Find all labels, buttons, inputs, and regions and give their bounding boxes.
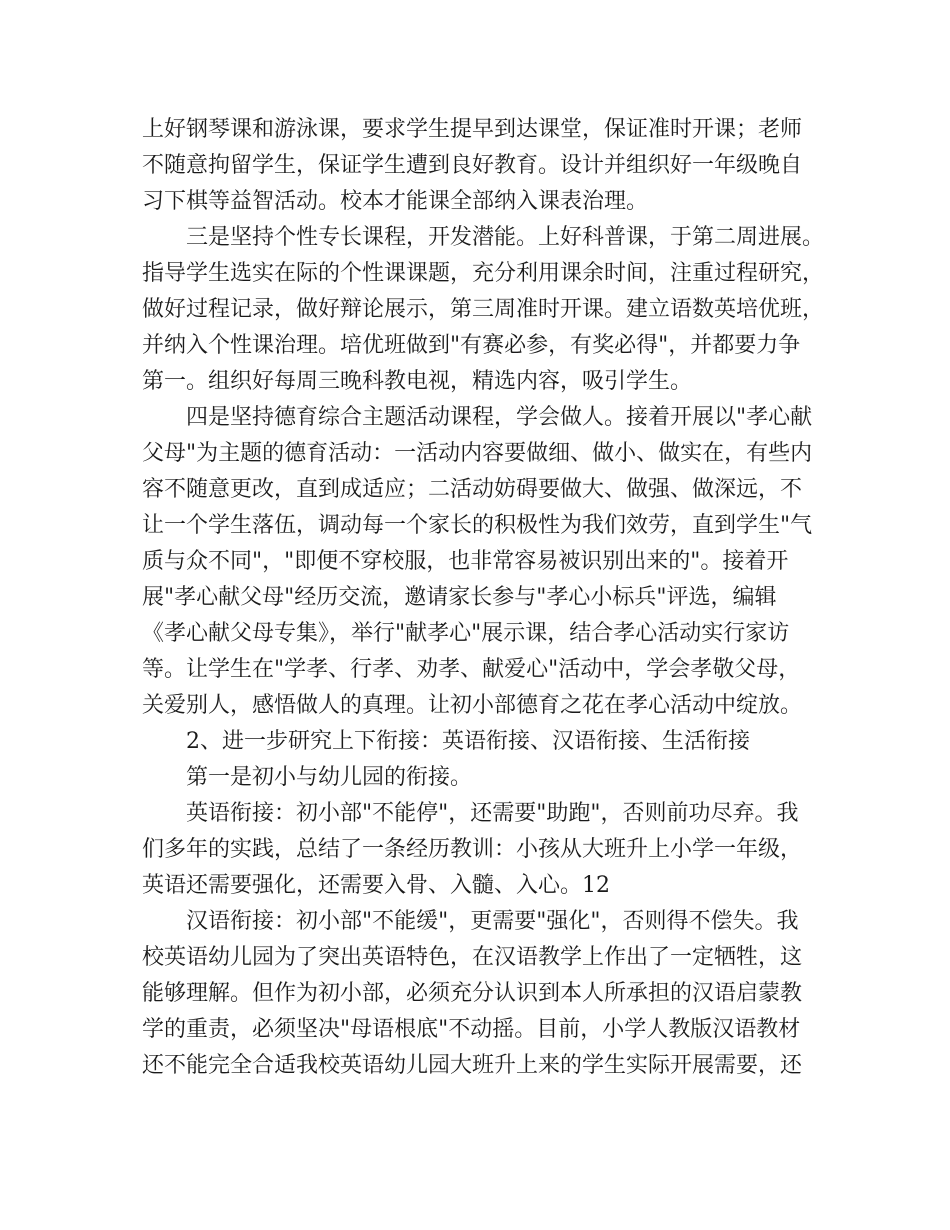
text-line: 做好过程记录，做好辩论展示，第三周准时开课。建立语数英培优班，: [142, 297, 825, 322]
paragraph-start-line: 英语衔接：初小部"不能停"，还需要"助跑"，否则前功尽弃。我: [186, 801, 799, 826]
paragraph-start-line: 汉语衔接：初小部"不能缓"，更需要"强化"，否则得不偿失。我: [186, 909, 799, 934]
text-line: 并纳入个性课治理。培优班做到"有赛必参，有奖必得"，并都要力争: [142, 333, 801, 358]
text-line: 第一。组织好每周三晚科教电视，精选内容，吸引学生。: [142, 369, 693, 394]
text-line: 校英语幼儿园为了突出英语特色，在汉语教学上作出了一定牺牲，这: [142, 945, 803, 970]
text-line: 能够理解。但作为初小部，必须充分认识到本人所承担的汉语启蒙教: [142, 981, 803, 1006]
text-line: 展"孝心献父母"经历交流，邀请家长参与"孝心小标兵"评选，编辑: [142, 585, 777, 610]
text-line: 父母"为主题的德育活动：一活动内容要做细、做小、做实在，有些内: [142, 441, 813, 466]
text-line: 学的重责，必须坚决"母语根底"不动摇。目前，小学人教版汉语教材: [142, 1017, 801, 1042]
text-line: 还不能完全合适我校英语幼儿园大班升上来的学生实际开展需要，还: [142, 1053, 803, 1078]
text-line: 指导学生选实在际的个性课课题，充分利用课余时间，注重过程研究，: [142, 261, 825, 286]
paragraph-start-line: 第一是初小与幼儿园的衔接。: [186, 765, 473, 790]
text-line: 不随意拘留学生，保证学生遭到良好教育。设计并组织好一年级晚自: [142, 153, 803, 178]
text-line: 英语还需要强化，还需要入骨、入髓、入心。12: [142, 873, 610, 898]
text-line: 《孝心献父母专集》，举行"献孝心"展示课，结合孝心活动实行家访: [142, 621, 790, 646]
text-line: 上好钢琴课和游泳课，要求学生提早到达课堂，保证准时开课；老师: [142, 117, 803, 142]
paragraph-start-line: 三是坚持个性专长课程，开发潜能。上好科普课，于第二周进展。: [186, 225, 825, 250]
section-heading: 2、进一步研究上下衔接：英语衔接、汉语衔接、生活衔接: [186, 729, 750, 754]
paragraph-start-line: 四是坚持德育综合主题活动课程，学会做人。接着开展以"孝心献: [186, 405, 813, 430]
text-line: 等。让学生在"学孝、行孝、劝孝、献爱心"活动中，学会孝敬父母，: [142, 657, 801, 682]
text-line: 习下棋等益智活动。校本才能课全部纳入课表治理。: [142, 189, 649, 214]
text-line: 让一个学生落伍，调动每一个家长的积极性为我们效劳，直到学生"气: [142, 513, 813, 538]
text-line: 质与众不同"，"即便不穿校服，也非常容易被识别出来的"。接着开: [142, 549, 789, 574]
text-line: 们多年的实践，总结了一条经历教训：小孩从大班升上小学一年级，: [142, 837, 803, 862]
text-line: 容不随意更改，直到成适应；二活动妨碍要做大、做强、做深远，不: [142, 477, 803, 502]
text-line: 关爱别人，感悟做人的真理。让初小部德育之花在孝心活动中绽放。: [142, 693, 803, 718]
